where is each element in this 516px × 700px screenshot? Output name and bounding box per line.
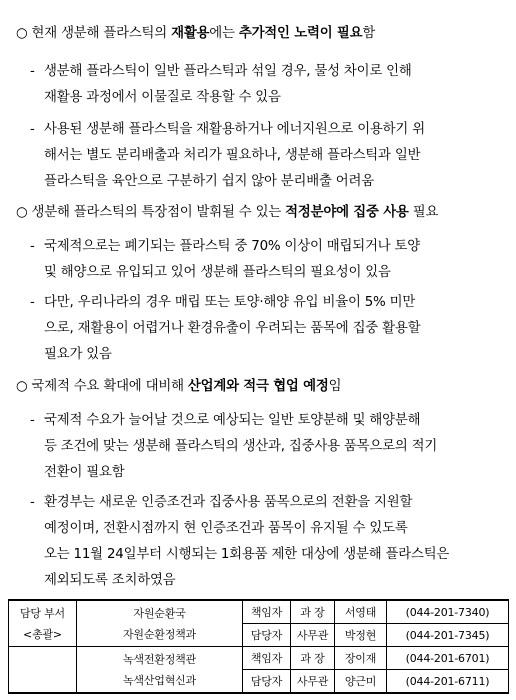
office-cell xyxy=(77,647,243,694)
title-cell: 과 장 xyxy=(291,600,335,624)
name-cell: 서영태 xyxy=(335,600,387,624)
phone-cell: (044-201-6701) xyxy=(387,647,509,670)
section-heading-1 xyxy=(16,24,512,44)
section-heading-2 xyxy=(16,203,512,223)
title-cell: 사무관 xyxy=(291,624,335,647)
table-row xyxy=(9,647,509,670)
bullet-line: 국제적 수요가 늘어날 것으로 예상되는 일반 토양분해 및 해양분해 xyxy=(44,413,421,428)
bullet-line: 예정이며, 전환시점까지 현 인증조건과 품목이 유지될 수 있도록 xyxy=(44,521,408,536)
bullet-line: 재활용 과정에서 이물질로 작용할 수 있음 xyxy=(44,90,281,105)
name-cell: 박정현 xyxy=(335,624,387,647)
title-cell: 과 장 xyxy=(291,647,335,670)
heading-text: 필요 xyxy=(408,205,439,220)
bullet-line: 으로, 재활용이 어렵거나 환경유출이 우려되는 품목에 집중 활용할 xyxy=(44,321,421,336)
office-line: 녹색전환정책관 xyxy=(123,652,196,666)
bullet-line: 국제적으로는 폐기되는 플라스틱 중 70% 이상이 매립되거나 토양 xyxy=(44,239,420,254)
role-cell: 담당자 xyxy=(243,670,291,694)
office-line: 자원순환정책과 xyxy=(123,627,196,641)
heading-emphasis: 재활용 xyxy=(171,26,210,41)
bullet-line: 다만, 우리나라의 경우 매립 또는 토양·해양 유입 비율이 5% 미만 xyxy=(44,295,416,310)
heading-text: ○ 현재 생분해 플라스틱의 xyxy=(16,26,172,41)
bullet-line: 환경부는 새로운 인증조건과 집중사용 품목으로의 전환을 지원할 xyxy=(44,495,413,510)
dept-label: 담당 부서 xyxy=(19,606,65,620)
document-page: ○ 현재 생분해 플라스틱의 재활용에는 추가적인 노력이 필요함 - 생분해 플라스틱이 일반 플라스틱과 섞일 경우, 물성 차이로 인해 재활용 과정에서 이물질로 작용할 수 있음 - 사용된 생분해 플라스틱을 재활용하거나 에너지원으로 이용하기 위 해서는 별도 분리배출과 처리가 필요하나, 생분해 플라스틱과 일반 플라스틱을 육안으로 구분하기 쉽지 않아 분리배출 어려움 ○ 생분해 플라스틱의 특장점이 발휘될 수 있는 적정분야에 집중 사용 필요 - 국제적으로는 폐기되는 플라스틱 중 70% 이상이 매립되거나 토양 및 해양으로 유입되고 있어 생분해 플라스틱의 필요성이 있음 - 다만, 우리나라의 경우 매립 또는 토양·해양 유입 비율이 5% 미만 으로, 재활용이 어렵거나 환경유출이 우려되는 품목에 집중 활용할 필요가 있음 ○ 국제적 수요 확대에 대비해 산업계와 적극 협업 예정임 - 국제적 수요가 늘어날 것으로 예상되는 일반 토양분해 및 해양분해 등 조건에 맞는 생분해 플라스틱의 생산과, 집중사용 품목으로의 적기 전환이 필요함 - 환경부는 새로운 인증조건과 집중사용 품목으로의 전환을 지원할 예정이며, 전환시점까지 현 인증조건과 품목이 유지될 수 있도록 오는 11월 24일부터 시행되는 1회용품 제한 대상에 생분해 플라스틱은 제외되도록 조치하였음 담당 부서 <총괄> 자원순환국 자원순환정책과 책임자 과 장 서영태 (044-201-7340) 담당자 사무관 박정현 (044-201-7345) 녹색전환정책관 녹색산업혁신과 책임자 과 장 장이재 (044-201-6701) 담당자 사무관 양근미 (044-201-6711) xyxy=(0,0,516,700)
dept-cell xyxy=(9,600,77,647)
role-cell: 책임자 xyxy=(243,600,291,624)
heading-text: 에는 xyxy=(209,26,239,41)
bullet-line: 해서는 별도 분리배출과 처리가 필요하나, 생분해 플라스틱과 일반 xyxy=(44,148,421,163)
office-cell xyxy=(77,600,243,647)
role-cell: 책임자 xyxy=(243,647,291,670)
office-line: 녹색산업혁신과 xyxy=(123,673,196,687)
bullet-line: 등 조건에 맞는 생분해 플라스틱의 생산과, 집중사용 품목으로의 적기 xyxy=(44,439,438,454)
office-line: 자원순환국 xyxy=(133,606,186,620)
bullet-line: 플라스틱을 육안으로 구분하기 쉽지 않아 분리배출 어려움 xyxy=(44,174,374,189)
heading-emphasis: 추가적인 노력이 필요 xyxy=(238,26,363,41)
title-cell: 사무관 xyxy=(291,670,335,694)
role-cell: 담당자 xyxy=(243,624,291,647)
phone-cell: (044-201-7345) xyxy=(387,624,509,647)
bullet-line: 사용된 생분해 플라스틱을 재활용하거나 에너지원으로 이용하기 위 xyxy=(44,122,425,137)
heading-text: 함 xyxy=(362,26,376,41)
heading-text: ○ 국제적 수요 확대에 대비해 xyxy=(16,379,188,394)
heading-text: 임 xyxy=(328,379,342,394)
phone-cell: (044-201-6711) xyxy=(387,670,509,694)
dept-sub: <총괄> xyxy=(23,627,62,641)
dept-cell-empty xyxy=(9,647,77,694)
phone-cell: (044-201-7340) xyxy=(387,600,509,624)
bullet-line: 제외되도록 조치하였음 xyxy=(44,573,176,588)
heading-text: ○ 생분해 플라스틱의 특장점이 발휘될 수 있는 xyxy=(16,205,286,220)
bullet-line: 오는 11월 24일부터 시행되는 1회용품 제한 대상에 생분해 플라스틱은 xyxy=(44,547,450,562)
table-row xyxy=(9,600,509,624)
name-cell: 양근미 xyxy=(335,670,387,694)
heading-emphasis: 적정분야에 집중 사용 xyxy=(285,205,409,220)
contact-table xyxy=(8,599,509,694)
bullet-line: 생분해 플라스틱이 일반 플라스틱과 섞일 경우, 물성 차이로 인해 xyxy=(44,64,412,79)
bullet-line: 및 해양으로 유입되고 있어 생분해 플라스틱의 필요성이 있음 xyxy=(44,265,391,280)
bullet-line: 전환이 필요함 xyxy=(44,465,125,480)
name-cell: 장이재 xyxy=(335,647,387,670)
section-heading-3 xyxy=(16,377,512,397)
bullet-line: 필요가 있음 xyxy=(44,347,112,362)
heading-emphasis: 산업계와 적극 협업 예정 xyxy=(187,379,329,394)
